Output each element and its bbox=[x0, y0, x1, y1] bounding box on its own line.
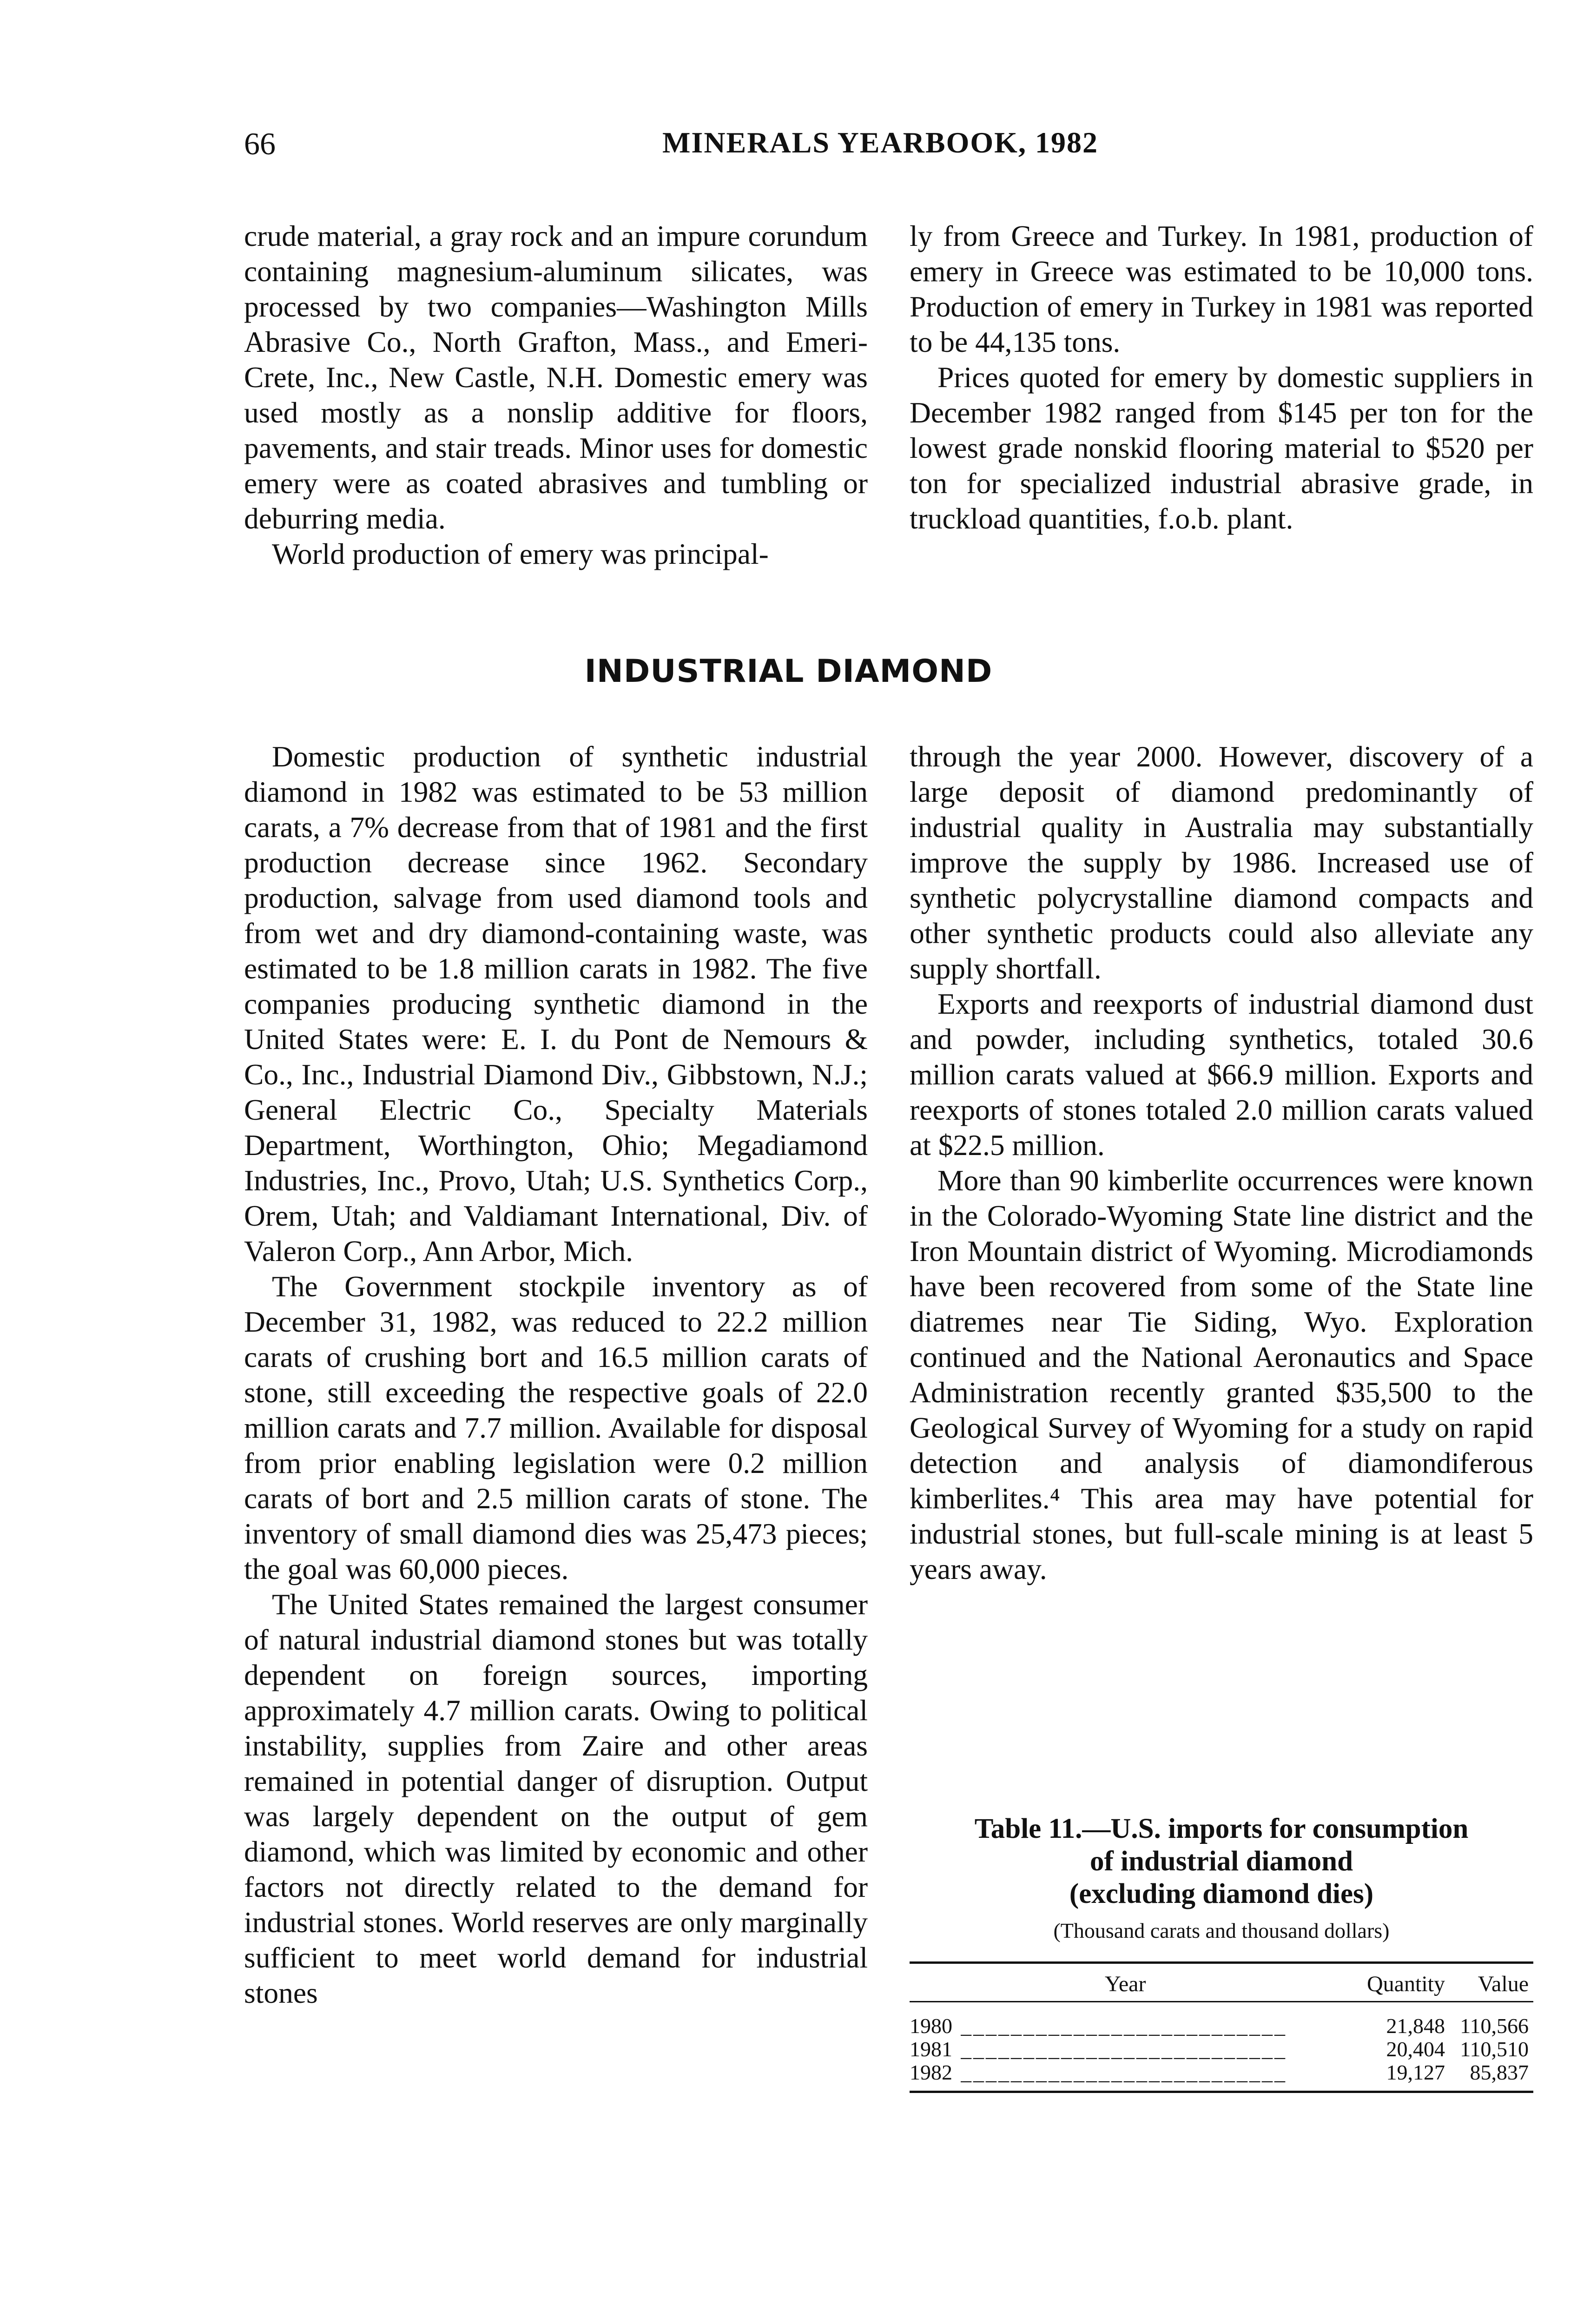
cell-value: 85,837 bbox=[1470, 2060, 1529, 2084]
paragraph: The United States remained the largest consumer of natural industrial diamond stones but was totally dependent on foreign sources, importing approximately 4.7 million carats. Owing to political instability, supplies from Zaire and other areas remained in potential danger of disruption. Output was largely dependent on the output of gem diamond, which was limited by economic and other factors not directly related to the demand for industrial stones. World reserves are only marginally sufficient to meet world demand for industrial stones bbox=[244, 1588, 868, 2009]
table-title-line: Table 11.—U.S. imports for consumption bbox=[974, 1813, 1469, 1844]
column-header-value: Value bbox=[1478, 1972, 1529, 1996]
cell-value: 110,566 bbox=[1460, 2014, 1529, 2038]
paragraph: ly from Greece and Turkey. In 1981, production of emery in Greece was estimated to be 10,000 tons. Production of emery in Turkey in 1981 was reported to be 44,135 tons. bbox=[910, 219, 1533, 358]
page-header bbox=[244, 125, 1118, 181]
column-header-year: Year bbox=[1105, 1972, 1146, 1996]
table-title-line: (excluding diamond dies) bbox=[1069, 1878, 1374, 1909]
cell-year: 1982 bbox=[910, 2060, 952, 2084]
section-heading: INDUSTRIAL DIAMOND bbox=[584, 653, 993, 690]
paragraph: The Government stockpile inventory as of December 31, 1982, was reduced to 22.2 million carats of crushing bort and 16.5 million carats of stone, still exceeding the respective goals of 22.0 million carats and 7.7 million. Available for disposal from prior enabling legislation were 0.2 million carats of bort and 2.5 million carats of stone. The inventory of small diamond dies was 25,473 pieces; the goal was 60,000 pieces. bbox=[244, 1270, 868, 1585]
emery-column-left bbox=[244, 218, 868, 572]
leader-dots: __________________________ bbox=[961, 2014, 1287, 2038]
table-rule bbox=[910, 2091, 1533, 2093]
paragraph: Exports and reexports of industrial diamond dust and powder, including synthetics, totaled 30.6 million carats valued at $66.9 million. Exports and reexports of stones totaled 2.0 million carats valued at $22.5 million. bbox=[910, 987, 1533, 1162]
table-row bbox=[910, 2014, 1533, 2038]
table-header bbox=[910, 1964, 1533, 2001]
paragraph: Domestic production of synthetic industrial diamond in 1982 was estimated to be 53 million carats, a 7% decrease from that of 1981 and the first production decrease since 1962. Secondary production, salvage from used diamond tools and from wet and dry diamond-containing waste, was estimated to be 1.8 million carats in 1982. The five companies producing synthetic diamond in the United States were: E. I. du Pont de Nemours & Co., Inc., Industrial Diamond Div., Gibbstown, N.J.; General Electric Co., Specialty Materials Department, Worthington, Ohio; Megadiamond Industries, Inc., Provo, Utah; U.S. Synthetics Corp., Orem, Utah; and Valdiamant International, Div. of Valeron Corp., Ann Arbor, Mich. bbox=[244, 740, 868, 1268]
table-title-line: of industrial diamond bbox=[1089, 1846, 1353, 1877]
table-row bbox=[910, 2061, 1533, 2084]
cell-year: 1980 bbox=[910, 2014, 952, 2038]
emery-column-right bbox=[910, 218, 1533, 536]
paragraph: World production of emery was principal- bbox=[272, 537, 769, 570]
paragraph: Prices quoted for emery by domestic suppliers in December 1982 ranged from $145 per ton for the lowest grade nonskid flooring material to $520 per ton for specialized industrial abrasive grade, in truckload quantities, f.o.b. plant. bbox=[910, 361, 1533, 535]
diamond-column-right bbox=[910, 739, 1533, 1587]
table-row bbox=[910, 2038, 1533, 2061]
running-title: MINERALS YEARBOOK, 1982 bbox=[662, 126, 1098, 159]
leader-dots: __________________________ bbox=[961, 2038, 1287, 2061]
paragraph: crude material, a gray rock and an impure corundum containing magnesium-aluminum silicates, was processed by two companies—Washington Mills Abrasive Co., North Grafton, Mass., and Emeri-Crete, Inc., New Castle, N.H. Domestic emery was used mostly as a nonslip additive for floors, pavements, and stair treads. Minor uses for domestic emery were as coated abrasives and tumbling or deburring media. bbox=[244, 219, 868, 535]
imports-table bbox=[910, 1813, 1533, 2093]
cell-quantity: 19,127 bbox=[1386, 2060, 1445, 2084]
paragraph: through the year 2000. However, discovery of a large deposit of diamond predominantly of industrial quality in Australia may substantially improve the supply by 1986. Increased use of synthetic polycrystalline diamond compacts and other synthetic products could also alleviate any supply shortfall. bbox=[910, 740, 1533, 985]
paragraph: More than 90 kimberlite occurrences were known in the Colorado-Wyoming State line district and the Iron Mountain district of Wyoming. Microdiamonds have been recovered from some of the State line diatremes near Tie Siding, Wyo. Exploration continued and the National Aeronautics and Space Administration recently granted $35,500 to the Geological Survey of Wyoming for a study on rapid detection and analysis of diamondiferous kimberlites.⁴ This area may have potential for industrial stones, but full-scale mining is at least 5 years away. bbox=[910, 1164, 1533, 1585]
table-body bbox=[910, 2002, 1533, 2084]
diamond-column-left bbox=[244, 739, 868, 2011]
column-header-quantity: Quantity bbox=[1367, 1972, 1445, 1996]
page-number: 66 bbox=[244, 126, 276, 161]
leader-dots: __________________________ bbox=[961, 2061, 1287, 2084]
cell-year: 1981 bbox=[910, 2037, 952, 2061]
cell-quantity: 21,848 bbox=[1386, 2014, 1445, 2038]
cell-value: 110,510 bbox=[1460, 2037, 1529, 2061]
cell-quantity: 20,404 bbox=[1386, 2037, 1445, 2061]
table-unit-note: (Thousand carats and thousand dollars) bbox=[1053, 1919, 1390, 1942]
